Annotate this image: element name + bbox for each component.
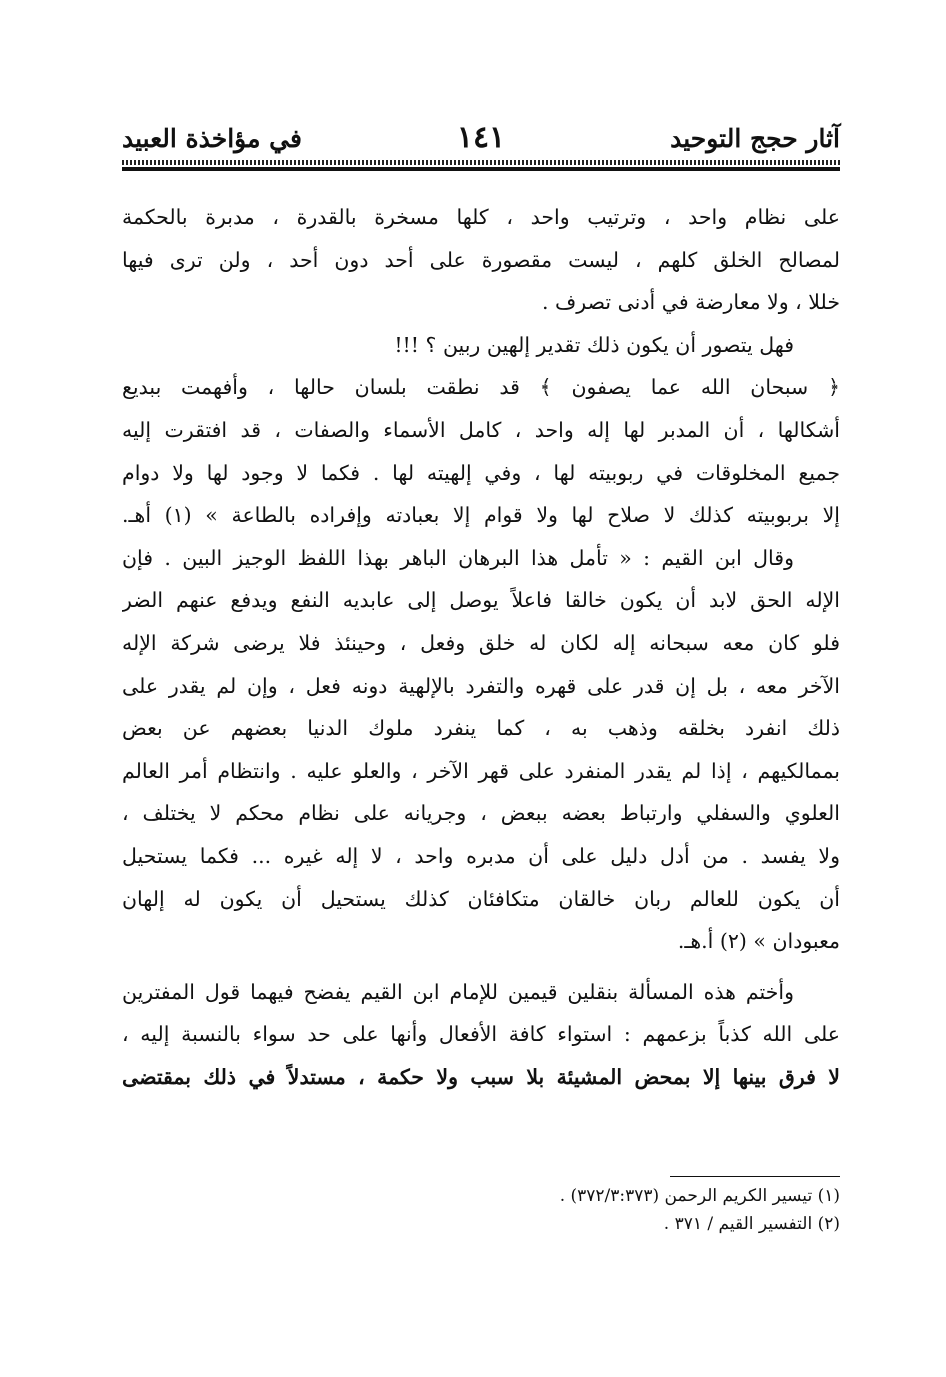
body-line: على نظام واحد ، وترتيب واحد ، كلها مسخرة بالقدرة ، مدبرة بالحكمة [122, 205, 840, 229]
body-line: أن يكون للعالم ربان خالقان متكافئان كذلك يستحيل أن يكون له إلهان [122, 886, 840, 911]
body-line: وقال ابن القيم : « تأمل هذا البرهان الباهر بهذا اللفظ الوجيز البين . فإن [122, 545, 794, 570]
body-line: ذلك انفرد بخلقه وذهب به ، كما ينفرد ملوك الدنيا بعضهم عن بعض [122, 716, 840, 741]
body-line: لمصالح الخلق كلهم ، ليست مقصورة على أحد دون أحد ، ولن ترى فيها [122, 247, 840, 272]
body-line: إلا بربوبيته كذلك لا صلاح لها ولا قوام إلا بعبادته وإفراده بالطاعة » (١) أهـ. [122, 503, 840, 528]
footnote-separator [670, 1176, 840, 1177]
running-title-section: في مؤاخذة العبيد [122, 124, 302, 153]
body-line: ﴿ سبحان الله عما يصفون ﴾ قد نطقت بلسان حالها ، وأفهمت ببديع [122, 375, 840, 400]
body-line: أشكالها ، أن المدبر لها إله واحد ، كامل الأسماء والصفات ، قد افتقرت إليه [122, 417, 840, 442]
page-header [122, 118, 840, 158]
body-line: خللا ، ولا معارضة في أدنى تصرف . [542, 290, 840, 315]
body-line: العلوي والسفلي وارتباط بعضه ببعض ، وجريانه على نظام محكم لا يختلف ، [122, 801, 840, 826]
body-line: الآخر معه ، بل إن قدر على قهره والتفرد بالإلهية دونه فعل ، وإن لم يقدر على [122, 673, 840, 698]
footnote: (١) تيسير الكريم الرحمن (٣٧٢/٣:٣٧٣) . [559, 1186, 840, 1206]
header-rule [122, 167, 840, 171]
body-line: بممالكيهم ، إذا لم يقدر المنفرد على قهر الآخر ، والعلو عليه . وانتظام أمر العالم [122, 758, 840, 783]
running-title-book: آثار حجج التوحيد [670, 124, 840, 153]
body-line: فهل يتصور أن يكون ذلك تقدير إلهين ربين ؟ !!! [394, 332, 794, 357]
footnote: (٢) التفسير القيم / ٣٧١ . [663, 1214, 840, 1234]
body-line: معبودان » (٢) أ.هـ. [677, 929, 840, 954]
footnotes [122, 1182, 840, 1238]
body-line: وأختم هذه المسألة بنقلين قيمين للإمام ابن القيم يفضح فيهما قول المفترين [122, 979, 794, 1004]
body-line: على الله كذباً بزعمهم : استواء كافة الأفعال وأنها على حد سواء بالنسبة إليه ، [122, 1022, 840, 1047]
body-line: لا فرق بينها إلا بمحض المشيئة بلا سبب ولا حكمة ، مستدلاً في ذلك بمقتضى [122, 1064, 840, 1089]
header-decorative-rule [122, 160, 840, 165]
page-number: ١٤١ [456, 120, 506, 155]
paragraph-gap [122, 963, 840, 971]
body-line: فلو كان معه سبحانه إله لكان له خلق وفعل ، وحينئذ فلا يرضى شركة الإله [122, 630, 840, 655]
body-line: الإله الحق لابد أن يكون خالقا فاعلاً يوصل إلى عابديه النفع ويدفع عنهم الضر [122, 588, 840, 613]
body-line: ولا يفسد . من أدل دليل على أن مدبره واحد ، لا إله غيره ... فكما يستحيل [122, 843, 840, 868]
body-line: جميع المخلوقات في ربوبيته لها ، وفي إلهيته لها . فكما لا وجود لها ولا دوام [122, 460, 840, 485]
body-text [122, 196, 840, 1098]
